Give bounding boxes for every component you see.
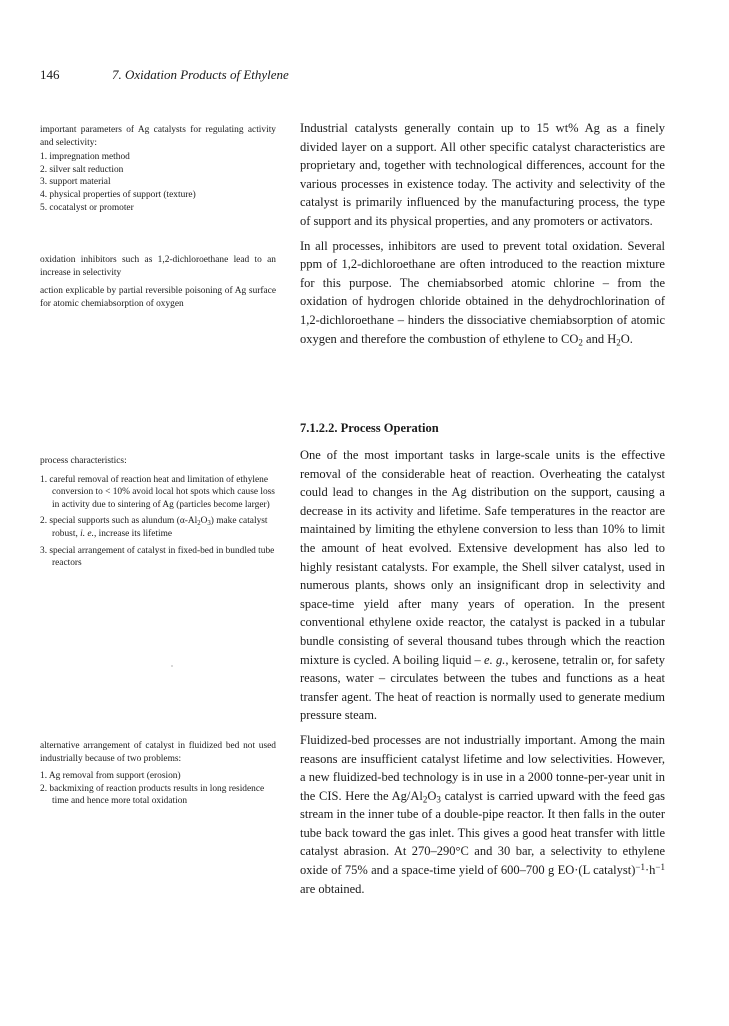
margin-note-process-characteristics: [40, 455, 276, 574]
section-heading: 7.1.2.2. Process Operation: [300, 421, 439, 435]
main-text-upper: [300, 119, 665, 348]
margin-note-intro: process characteristics:: [40, 456, 127, 466]
list-item: 1. Ag removal from support (erosion): [40, 771, 181, 782]
margin-note-text: action explicable by partial reversible poisoning of Ag surface for atomic chemiabsorption of oxygen: [40, 286, 276, 309]
running-title: 7. Oxidation Products of Ethylene: [112, 67, 289, 82]
page-number: 146: [40, 67, 60, 82]
body-paragraph: Fluidized-bed processes are not industrially important. Among the main reasons are insufficient catalyst lifetime and low selectivities. However, a new fluidized-bed technology is in use in a 2000 tonne-per-year unit in the CIS. Here the $Ag/Al_2O_3$ catalyst is carried upward with the feed gas stream in the inner tube of a double-pipe reactor. It then falls in the outer tube back toward the gas inlet. This gives a good heat transfer with little catalyst abrasion. At 270–290°C and 30 bar, a selectivity to ethylene oxide of 75% and a space-time yield of 600–700 g EO·(L $catalyst)^{-1}\cdot h^{-1}$ are obtained.: [300, 732, 665, 896]
body-paragraph: Industrial catalysts generally contain up to 15 wt% Ag as a finely divided layer on a support. All other specific catalyst characteristics are proprietary and, together with technological differences, account for the various processes in existence today. The activity and selectivity of the catalyst is primarily influenced by the manufacturing process, the type of support and its physical properties, and any promoters or activators.: [300, 121, 665, 228]
list-item: 1. careful removal of reaction heat and limitation of ethylene conversion to < 10% avoid local hot spots which cause loss in activity due to sintering of Ag (particles become larger): [40, 474, 275, 510]
margin-note-fluidized-bed: [40, 740, 276, 808]
body-paragraph: In all processes, inhibitors are used to prevent total oxidation. Several ppm of 1,2-dichloroethane are often introduced to the reaction mixture for this purpose. The chemiabsorbed atomic chlorine – from the oxidation of hydrogen chloride obtained in the dehydrochlorination of 1,2-dichloroethane – hinders the dissociative chemiabsorption of atomic oxygen and therefore the combustion of ethylene to $CO_2$ and $H_2O$.: [300, 238, 665, 348]
list-item: 2. special supports such as alundum $(\alpha-Al_2O_3)$ make catalyst robust, i. e., increase its lifetime: [40, 516, 268, 539]
stray-dot: [171, 665, 173, 667]
list-item: 3. special arrangement of catalyst in fixed-bed in bundled tube reactors: [40, 545, 275, 569]
body-paragraph: One of the most important tasks in large-scale units is the effective removal of the considerable heat of reaction. Overheating the catalyst could lead to changes in the Ag distribution on the support, causing a decrease in its activity and lifetime. Safe temperatures in the reactor are maintained by limiting the ethylene conversion to less than 10% to limit the amount of heat evolved. Extensive development has also led to highly resistant catalysts. For example, the Shell silver catalyst, used in numerous plants, shows only an insignificant drop in selectivity and space-time yield after many years of operation. In the present conventional ethylene oxide reactor, the catalyst is packed in a tubular bundle consisting of several thousand tubes through which the reaction mixture is cycled. A boiling liquid – e. g., kerosene, tetralin or, for safety reasons, water – circulates between the tubes and functions as a heat transfer agent. The heat of reaction is normally used to generate medium pressure steam.: [300, 448, 665, 723]
margin-note-intro: alternative arrangement of catalyst in fluidized bed not used industrially because of two problems:: [40, 741, 276, 764]
list-item: 2. backmixing of reaction products results in long residence time and hence more total oxidation: [40, 783, 265, 807]
margin-note-catalyst-params: [40, 124, 276, 214]
process-characteristics-list: [40, 474, 276, 570]
list-item: 5. cocatalyst or promoter: [40, 202, 134, 213]
list-item: 3. support material: [40, 177, 111, 188]
list-item: 2. silver salt reduction: [40, 164, 124, 175]
margin-note-intro: important parameters of Ag catalysts for regulating activity and selectivity:: [40, 125, 276, 148]
margin-note-inhibitors: [40, 254, 276, 310]
list-item: 1. impregnation method: [40, 152, 130, 163]
margin-note-text: oxidation inhibitors such as 1,2-dichloroethane lead to an increase in selectivity: [40, 255, 276, 278]
catalyst-params-list: [40, 151, 276, 214]
list-item: 4. physical properties of support (texture): [40, 189, 196, 200]
main-text-lower: [300, 446, 665, 898]
fluidized-problems-list: [40, 770, 276, 808]
